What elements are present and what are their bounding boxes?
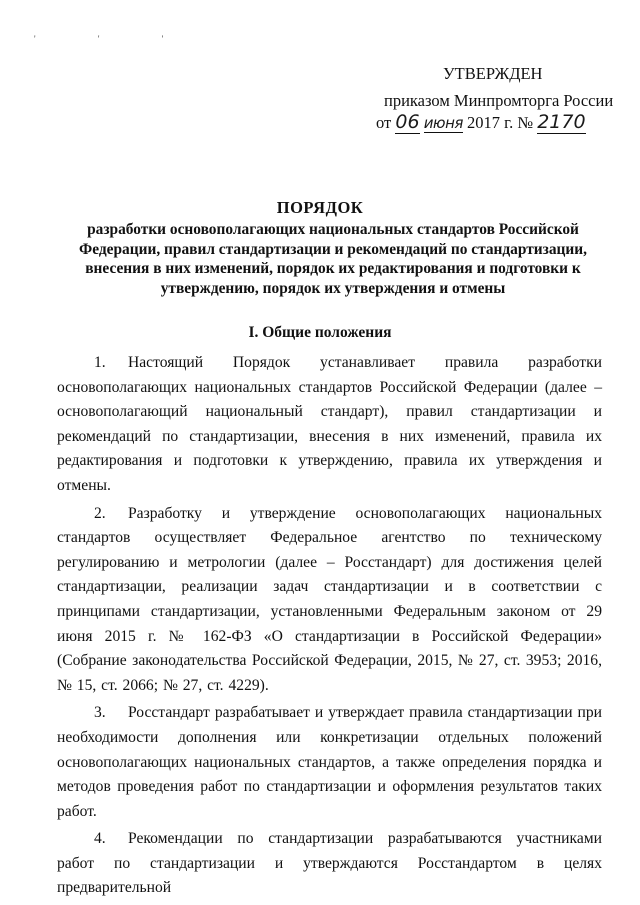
- date-prefix: от: [376, 113, 392, 132]
- paragraph-text: Росстандарт разрабатывает и утверждает правила стандартизации при необходимости дополнения или конкретизации отдельных положений основополагающих национальных стандартов, а также определения порядка и методов проведения работ по стандартизации и оформления результатов таких работ.: [57, 704, 602, 820]
- paragraph-4: [57, 827, 602, 901]
- paragraph-2: [57, 502, 602, 699]
- paragraph-1: [57, 351, 602, 499]
- paragraph-text: Настоящий Порядок устанавливает правила разработки основополагающих национальных стандартов Российской Федерации (далее – основополагающий национальный стандарт), правил стандартизации и рекомендаций по стандартизации, внесения в них изменений, правила их редактирования и подготовки к утверждению, правила их утверждения и отмены.: [57, 354, 602, 494]
- approval-order-line: приказом Минпромторга России: [384, 91, 614, 110]
- section-heading: I. Общие положения: [248, 324, 392, 341]
- handwritten-order-number: 2170: [537, 111, 586, 133]
- paragraph-text: Разработку и утверждение основополагающих национальных стандартов осуществляет Федеральное агентство по техническому регулированию и метрологии (далее – Росстандарт) для достижения целей стандартизации, реализации задач стандартизации и в соответствии с принципами стандартизации, установленными Федеральным законом от 29 июня 2015 г. № 162-ФЗ «О стандартизации в Российской Федерации» (Собрание законодательства Российской Федерации, 2015, № 27, ст. 3953; 2016, № 15, ст. 2066; № 27, ст. 4229).: [57, 504, 602, 694]
- document-title: ПОРЯДОК: [276, 198, 364, 217]
- document-body: [57, 351, 602, 904]
- paragraph-3: [57, 701, 602, 824]
- handwritten-month: июня: [423, 114, 463, 132]
- paragraph-number: 2.: [94, 504, 106, 522]
- paragraph-text: Рекомендации по стандартизации разрабатываются участниками работ по стандартизации и утверждаются Росстандартом в целях предварительной: [57, 830, 602, 897]
- paragraph-number: 1.: [94, 354, 106, 371]
- handwritten-day: 06: [395, 111, 420, 133]
- paragraph-number: 4.: [94, 830, 106, 848]
- document-subtitle: разработки основополагающих национальных стандартов Российской Федерации, правил стандартизации и рекомендаций по стандартизации, внесения в них изменений, порядок их редактирования и подготовки к утверждению, порядок их утверждения и отмены: [79, 221, 587, 297]
- approval-date-line: [376, 111, 586, 133]
- paragraph-number: 3.: [94, 704, 106, 722]
- approval-stamp-title: УТВЕРЖДЕН: [443, 64, 543, 83]
- scan-artifact-marks: ' ' ': [34, 34, 194, 44]
- date-suffix: 2017 г. №: [467, 113, 534, 132]
